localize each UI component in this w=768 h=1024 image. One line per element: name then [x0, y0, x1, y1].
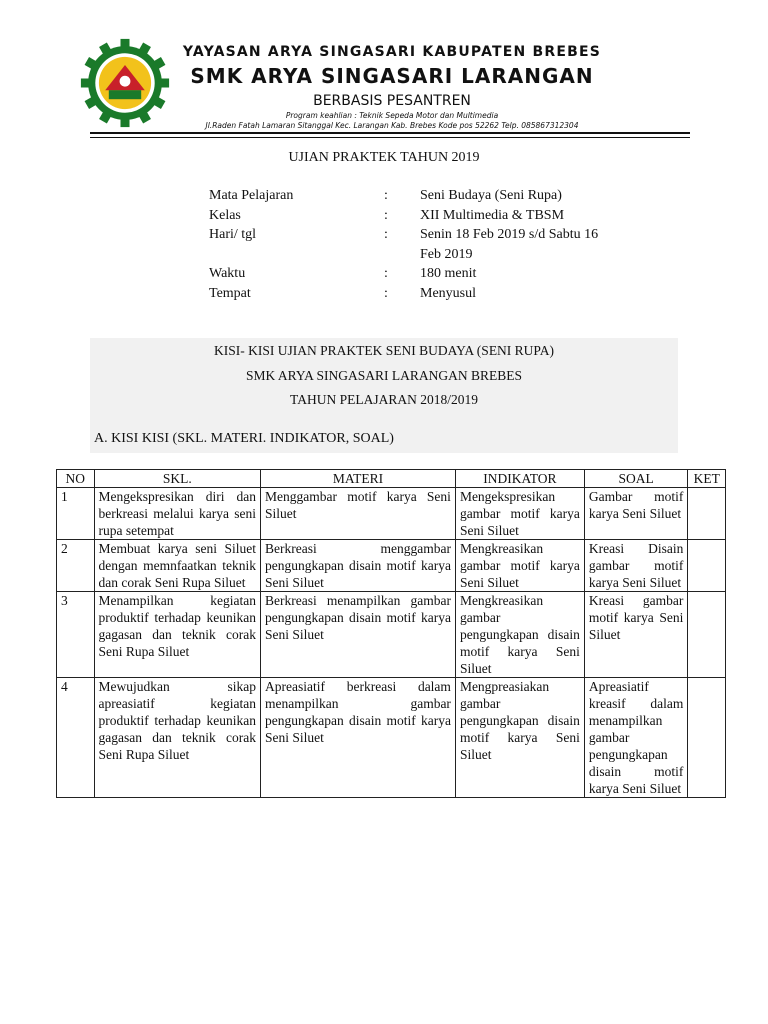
table-row: [57, 540, 726, 592]
letterhead-rule: [90, 132, 690, 134]
table-row: [57, 592, 726, 678]
cell-skl: Menampilkan kegiatan produktif terhadap keunikan gagasan dan teknik corak Seni Rupa Siluet: [94, 592, 260, 678]
cell-soal: Kreasi Disain gambar motif karya Seni Siluet: [584, 540, 688, 592]
cell-skl: Mewujudkan sikap apreasiatif kegiatan produktif terhadap keunikan gagasan dan teknik corak Seni Rupa Siluet: [94, 678, 260, 798]
school-name: SMK ARYA SINGASARI LARANGAN: [190, 64, 594, 88]
info-separator: :: [384, 266, 388, 281]
header-ket: KET: [688, 470, 726, 488]
cell-no: 3: [57, 592, 95, 678]
info-row: [209, 284, 629, 304]
info-row: [209, 264, 629, 284]
cell-materi: Apreasiatif berkreasi dalam menampilkan gambar pengungkapan disain motif karya Seni Siluet: [261, 678, 456, 798]
cell-no: 2: [57, 540, 95, 592]
info-value: 180 menit: [420, 266, 477, 281]
info-separator: :: [384, 227, 388, 242]
cell-ket: [688, 678, 726, 798]
header-skl: SKL.: [94, 470, 260, 488]
info-label: Hari/ tgl: [209, 227, 257, 242]
cell-materi: Menggambar motif karya Seni Siluet: [261, 488, 456, 540]
cell-indikator: Mengkreasikan gambar pengungkapan disain motif karya Seni Siluet: [455, 592, 584, 678]
cell-indikator: Mengkreasikan gambar motif karya Seni Siluet: [455, 540, 584, 592]
info-label: Tempat: [209, 285, 251, 301]
info-label: Mata Pelajaran: [209, 188, 294, 203]
header-soal: SOAL: [584, 470, 688, 488]
cell-no: 1: [57, 488, 95, 540]
info-value: Seni Budaya (Seni Rupa): [420, 188, 562, 203]
cell-ket: [688, 540, 726, 592]
info-label: Waktu: [209, 266, 246, 281]
table-row: [57, 678, 726, 798]
exam-title: UJIAN PRAKTEK TAHUN 2019: [288, 150, 480, 165]
info-value: XII Multimedia & TBSM: [420, 207, 565, 223]
org-name: YAYASAN ARYA SINGASARI KABUPATEN BREBES: [182, 44, 602, 60]
cell-soal: Gambar motif karya Seni Siluet: [584, 488, 688, 540]
school-motto: BERBASIS PESANTREN: [313, 93, 471, 109]
info-separator: :: [384, 188, 388, 203]
cell-soal: Kreasi gambar motif karya Seni Siluet: [584, 592, 688, 678]
cell-ket: [688, 488, 726, 540]
exam-info: [209, 186, 629, 303]
cell-materi: Berkreasi menggambar pengungkapan disain motif karya Seni Siluet: [261, 540, 456, 592]
cell-skl: Membuat karya seni Siluet dengan memnfaatkan teknik dan corak Seni Rupa Siluet: [94, 540, 260, 592]
letterhead-rule-thin: [90, 137, 690, 138]
info-row: [209, 186, 629, 206]
cell-indikator: Mengpreasiakan gambar pengungkapan disain motif karya Seni Siluet: [455, 678, 584, 798]
address-line: Jl.Raden Fatah Lamaran Sitanggal Kec. Larangan Kab. Brebes Kode pos 52262 Telp. 085867312304: [205, 121, 579, 130]
header-indikator: INDIKATOR: [455, 470, 584, 488]
cell-soal: Apreasiatif kreasif dalam menampilkan gambar pengungkapan disain motif karya Seni Siluet: [584, 678, 688, 798]
kisi-year: TAHUN PELAJARAN 2018/2019: [290, 392, 478, 407]
info-separator: :: [384, 207, 388, 223]
table-row: [57, 488, 726, 540]
info-value: Menyusul: [420, 285, 476, 301]
info-row: [209, 206, 629, 226]
school-logo: [80, 38, 170, 128]
info-row: [209, 225, 629, 264]
header-materi: MATERI: [261, 470, 456, 488]
header-no: NO: [57, 470, 95, 488]
cell-ket: [688, 592, 726, 678]
section-a-heading: A. KISI KISI (SKL. MATERI. INDIKATOR, SOAL): [94, 431, 394, 446]
cell-indikator: Mengekspresikan gambar motif karya Seni Siluet: [455, 488, 584, 540]
cell-materi: Berkreasi menampilkan gambar pengungkapan disain motif karya Seni Siluet: [261, 592, 456, 678]
kisi-title: KISI- KISI UJIAN PRAKTEK SENI BUDAYA (SENI RUPA): [214, 343, 554, 358]
info-value: Senin 18 Feb 2019 s/d Sabtu 16 Feb 2019: [420, 227, 599, 262]
table-header-row: [57, 470, 726, 488]
kisi-table: [56, 469, 726, 798]
kisi-school: SMK ARYA SINGASARI LARANGAN BREBES: [245, 368, 523, 383]
cell-skl: Mengekspresikan diri dan berkreasi melalui karya seni rupa setempat: [94, 488, 260, 540]
program-line: Program keahlian : Teknik Sepeda Motor dan Multimedia: [285, 111, 499, 120]
info-separator: :: [384, 285, 388, 301]
info-label: Kelas: [209, 207, 241, 223]
cell-no: 4: [57, 678, 95, 798]
